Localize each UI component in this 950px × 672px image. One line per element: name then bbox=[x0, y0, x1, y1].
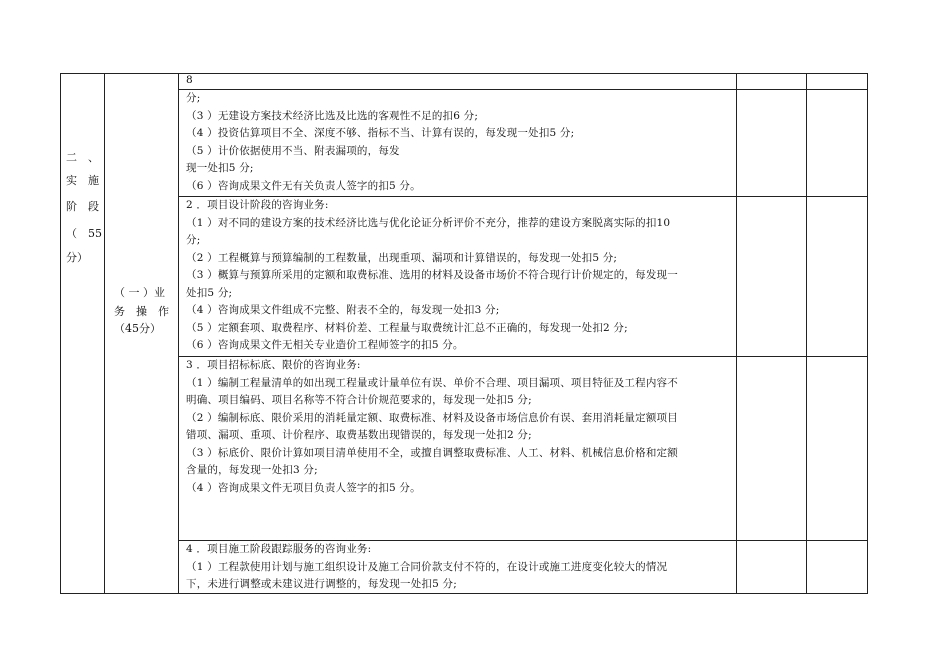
criteria-line: 下，未进行调整或未建议进行调整的，每发现一处扣5 分; bbox=[186, 578, 457, 590]
criteria-line: （4 ）咨询成果文件无项目负责人签字的扣5 分。 bbox=[186, 481, 421, 494]
criteria-line: （1 ）工程款使用计划与施工组织设计及施工合同价款支付不符的，在设计或施工进度变化较大的情况 bbox=[186, 560, 668, 573]
table-border-left bbox=[60, 73, 61, 593]
column-divider bbox=[736, 73, 737, 593]
criteria-line: （3 ）标底价、限价计算如项目清单使用不全，或擅自调整取费标准、人工、材料、机械信息价格和定额 bbox=[186, 446, 678, 459]
criteria-line: （2 ）编制标底、限价采用的消耗量定额、取费标准、材料及设备市场信息价有误、套用消耗量定额项目 bbox=[186, 411, 678, 424]
criteria-block-3 bbox=[186, 357, 678, 497]
criteria-line: （4 ）咨询成果文件组成不完整、附表不全的，每发现一处扣3 分; bbox=[186, 304, 500, 316]
subcategory-line: （45分） bbox=[114, 322, 161, 335]
criteria-line: 分; bbox=[186, 234, 201, 246]
criteria-line: （4 ）投资估算项目不全、深度不够、指标不当、计算有误的，每发现一处扣5 分; bbox=[186, 127, 575, 139]
criteria-heading: 3 ．项目招标标底、限价的咨询业务: bbox=[186, 359, 361, 371]
criteria-line: 分; bbox=[186, 92, 201, 104]
criteria-block-2 bbox=[186, 197, 678, 355]
criteria-line: （1 ）对不同的建设方案的技术经济比选与优化论证分析评价不充分，推荐的建设方案脱离实际的扣10 bbox=[186, 216, 671, 229]
criteria-block-4 bbox=[186, 541, 667, 594]
subcategory-line: （ 一 ）业 bbox=[114, 286, 165, 299]
criteria-line: （6 ）咨询成果文件无相关专业造价工程师签字的扣5 分。 bbox=[186, 339, 464, 351]
category-line: 分） bbox=[66, 251, 88, 264]
subcategory-line: 务 操 作 bbox=[114, 305, 169, 318]
table-border-top bbox=[60, 73, 868, 74]
category-line: 实 施 bbox=[66, 174, 99, 187]
table-border-right bbox=[867, 73, 868, 593]
category-line: 阶 段 bbox=[66, 200, 99, 213]
category-line: （ 55 bbox=[66, 227, 102, 240]
criteria-heading: 2 ．项目设计阶段的咨询业务: bbox=[186, 199, 329, 211]
column-divider bbox=[806, 73, 807, 593]
column-divider bbox=[178, 73, 179, 593]
criteria-line: （6 ）咨询成果文件无有关负责人签字的扣5 分。 bbox=[186, 179, 421, 192]
criteria-line: 明确、项目编码、项目名称等不符合计价规范要求的，每发现一处扣5 分; bbox=[186, 394, 532, 406]
criteria-block-1 bbox=[186, 90, 574, 195]
criteria-line: 现一处扣5 分; bbox=[186, 162, 254, 174]
criteria-line: 错项、漏项、重项、计价程序、取费基数出现错误的，每发现一处扣2 分; bbox=[186, 429, 532, 441]
category-line: 二 、 bbox=[66, 151, 99, 164]
criteria-line: 含量的，每发现一处扣3 分; bbox=[186, 464, 318, 476]
criteria-line: （3 ）无建设方案技术经济比选及比选的客观性不足的扣6 分; bbox=[186, 109, 479, 122]
criteria-line: （5 ）定额套项、取费程序、材料价差、工程量与取费统计汇总不正确的，每发现一处扣2 分; bbox=[186, 321, 628, 334]
criteria-line: （3 ）概算与预算所采用的定额和取费标准、选用的材料及设备市场价不符合现行计价规定的，每发现一 bbox=[186, 269, 678, 281]
page-number-cell: 8 bbox=[186, 74, 193, 86]
column-divider bbox=[104, 73, 105, 593]
criteria-line: （5 ）计价依据使用不当、附表漏项的，每发 bbox=[186, 144, 400, 157]
criteria-heading: 4 ．项目施工阶段跟踪服务的咨询业务: bbox=[186, 543, 372, 555]
criteria-line: （2 ）工程概算与预算编制的工程数量，出现重项、漏项和计算错误的，每发现一处扣5 分; bbox=[186, 251, 618, 264]
criteria-line: （1 ）编制工程量清单的如出现工程量或计量单位有误、单价不合理、项目漏项、项目特征及工程内容不 bbox=[186, 376, 678, 389]
criteria-line: 处扣5 分; bbox=[186, 286, 233, 299]
